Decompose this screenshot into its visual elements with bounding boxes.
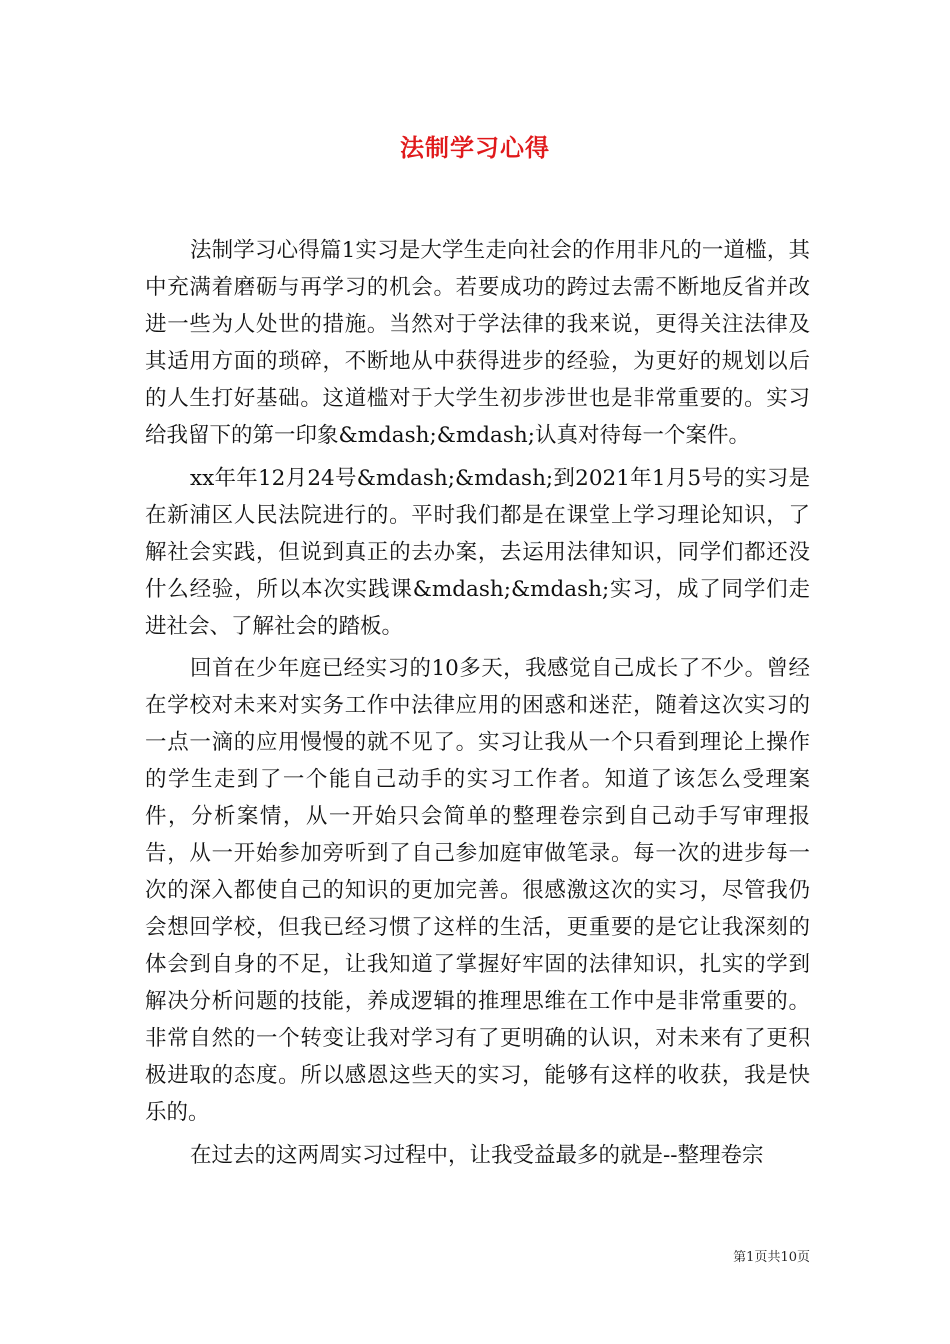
paragraph-3: 回首在少年庭已经实习的10多天，我感觉自己成长了不少。曾经在学校对未来对实务工作中法律应用的困惑和迷茫，随着这次实习的一点一滴的应用慢慢的就不见了。实习让我从一个只看到理论上操作的学生走到了一个能自己动手的实习工作者。知道了该怎么受理案件，分析案情，从一开始只会简单的整理卷宗到自己动手写审理报告，从一开始参加旁听到了自己参加庭审做笔录。每一次的进步每一次的深入都使自己的知识的更加完善。很感激这次的实习，尽管我仍会想回学校，但我已经习惯了这样的生活，更重要的是它让我深刻的体会到自身的不足，让我知道了掌握好牢固的法律知识，扎实的学到解决分析问题的技能，养成逻辑的推理思维在工作中是非常重要的。非常自然的一个转变让我对学习有了更明确的认识，对未来有了更积极进取的态度。所以感恩这些天的实习，能够有这样的收获，我是快乐的。 <box>145 656 810 1125</box>
page-number-footer: 第1页共10页 <box>733 1250 810 1265</box>
page-title: 法制学习心得 <box>400 134 550 162</box>
paragraph-2: xx年年12月24号&mdash;&mdash;到2021年1月5号的实习是在新浦区人民法院进行的。平时我们都是在课堂上学习理论知识，了解社会实践，但说到真正的去办案，去运用法律知识，同学们都还没什么经验，所以本次实践课&mdash;&mdash;实习，成了同学们走进社会、了解社会的踏板。 <box>145 465 810 639</box>
body-text <box>145 232 810 1179</box>
paragraph-4: 在过去的这两周实习过程中，让我受益最多的就是--整理卷宗 <box>190 1142 764 1168</box>
paragraph-1: 法制学习心得篇1实习是大学生走向社会的作用非凡的一道槛，其中充满着磨砺与再学习的机会。若要成功的跨过去需不断地反省并改进一些为人处世的措施。当然对于学法律的我来说，更得关注法律及其适用方面的琐碎，不断地从中获得进步的经验，为更好的规划以后的人生打好基础。这道槛对于大学生初步涉世也是非常重要的。实习给我留下的第一印象&mdash;&mdash;认真对待每一个案件。 <box>145 238 810 448</box>
